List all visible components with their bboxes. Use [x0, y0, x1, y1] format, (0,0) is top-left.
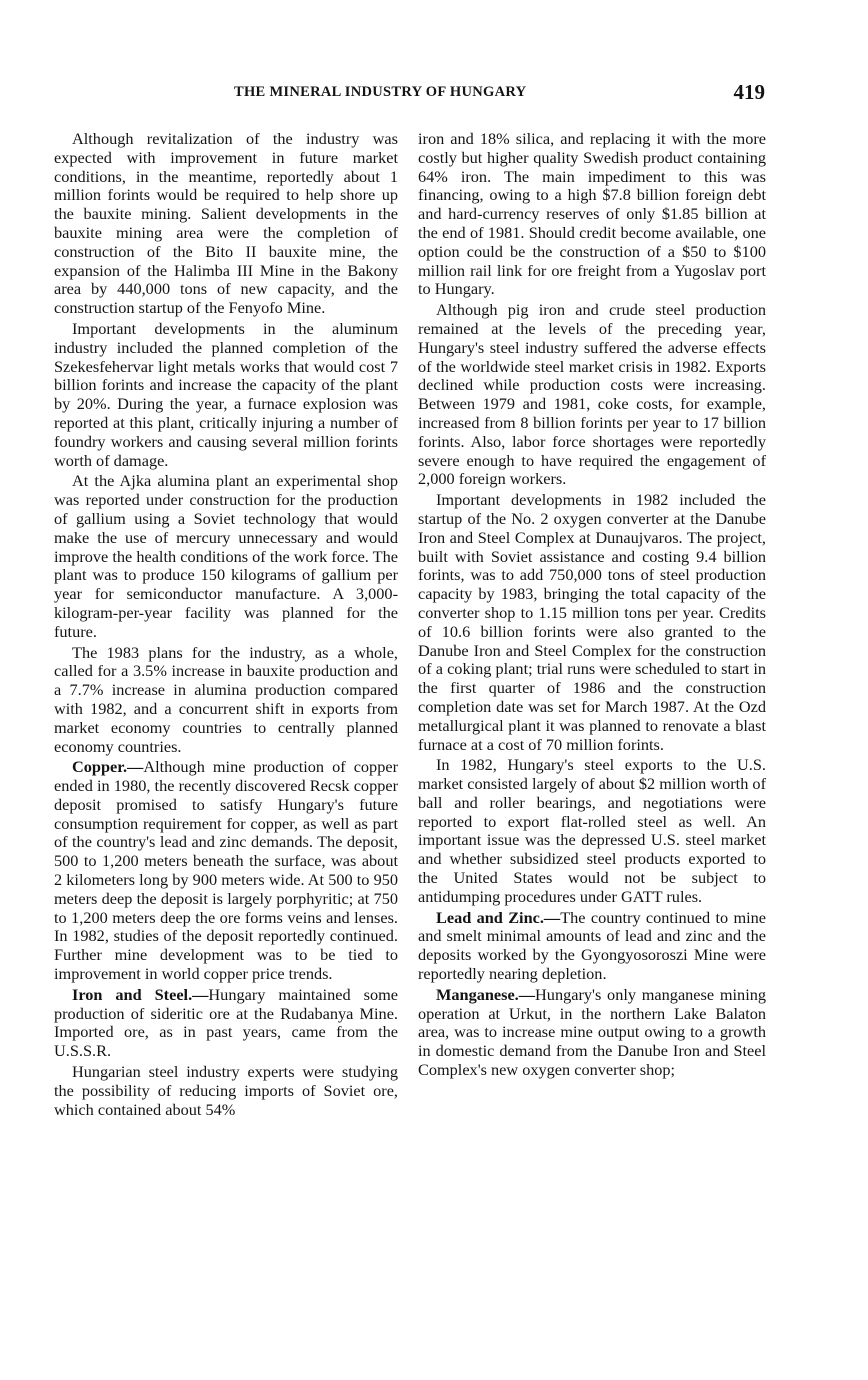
left-column: [54, 130, 398, 1121]
section-heading-lead-zinc: Lead and Zinc.—: [436, 907, 561, 927]
paragraph: [54, 130, 398, 318]
page-header: [70, 80, 765, 108]
paragraph-text: Although pig iron and crude steel production remained at the levels of the preceding year, Hungary's steel industry suffered the adverse effects of the worldwide steel market crisis in 1982. Exports declined while production costs were increasing. Between 1979 and 1981, coke costs, for example, increased from 8 billion forints per year to 17 billion forints. Also, labor force shortages were reportedly severe enough to have required the engagement of 2,000 foreign workers.: [418, 300, 766, 489]
page-number: 419: [733, 80, 765, 104]
paragraph: [54, 1063, 398, 1119]
paragraph-text: At the Ajka alumina plant an experimental shop was reported under construction for the production of gallium using a Soviet technology that would make the use of mercury unnecessary and would improve the health conditions of the work force. The plant was to produce 150 kilograms of gallium per year for semiconductor manufacture. A 3,000-kilogram-per-year facility was planned for the future.: [54, 471, 398, 641]
paragraph: [54, 320, 398, 470]
section-heading-manganese: Manganese.—: [436, 984, 536, 1004]
paragraph: [418, 491, 766, 754]
paragraph: [54, 472, 398, 641]
running-title: THE MINERAL INDUSTRY OF HUNGARY: [234, 84, 527, 100]
paragraph-iron-steel: [54, 986, 398, 1061]
paragraph-lead-zinc: [418, 909, 766, 984]
paragraph-text: Important developments in the aluminum industry included the planned completion of the Szekesfehervar light metals works that would cost 7 billion forints and increase the capacity of the plant by 20%. During the year, a furnace explosion was reported at this plant, critically injuring a number of foundry workers and causing several million forints worth of damage.: [54, 318, 398, 470]
paragraph-text: Hungary maintained some production of sideritic ore at the Rudabanya Mine. Imported ore, as in past years, came from the U.S.S.R.: [54, 984, 398, 1061]
paragraph-continued: [418, 130, 766, 299]
paragraph-text: Although revitalization of the industry was expected with improvement in future market conditions, in the meantime, reportedly about 1 million forints would be required to help shore up the bauxite mining. Salient developments in the bauxite mining area were the completion of construction of the Bito II bauxite mine, the expansion of the Halimba III Mine in the Bakony area by 440,000 tons of new capacity, and the construction startup of the Fenyofo Mine.: [54, 129, 398, 318]
paragraph: [418, 301, 766, 489]
paragraph-manganese: [418, 986, 766, 1080]
paragraph: [54, 644, 398, 757]
section-heading-copper: Copper.—: [72, 757, 144, 777]
paragraph-text: Hungarian steel industry experts were studying the possibility of reducing imports of Soviet ore, which contained about 54%: [54, 1062, 398, 1119]
paragraph-text: In 1982, Hungary's steel exports to the U.S. market consisted largely of about $2 million worth of ball and roller bearings, and negotiations were reported to export flat-rolled steel as well. An important issue was the depressed U.S. steel market and whether subsidized steel products exported to the United States would not be subject to antidumping procedures under GATT rules.: [418, 755, 766, 906]
paragraph-text: iron and 18% silica, and replacing it with the more costly but higher quality Swedish product containing 64% iron. The main impediment to this was financing, owing to a high $7.8 billion foreign debt and hard-currency reserves of only $1.85 billion at the end of 1981. Should credit become available, one option could be the construction of a $50 to $100 million rail link for ore freight from a Yugoslav port to Hungary.: [418, 129, 766, 299]
paragraph-text: The country continued to mine and smelt minimal amounts of lead and zinc and the deposits worked by the Gyongyosoroszi Mine were reportedly nearing depletion.: [418, 907, 766, 984]
paragraph-text: The 1983 plans for the industry, as a whole, called for a 3.5% increase in bauxite production and a 7.7% increase in alumina production compared with 1982, and a concurrent shift in exports from market economy countries to centrally planned economy countries.: [54, 642, 398, 756]
paragraph: [418, 756, 766, 906]
paragraph-copper: [54, 758, 398, 984]
paragraph-text: Hungary's only manganese mining operation at Urkut, in the northern Lake Balaton area, was to increase mine output owing to a growth in domestic demand from the Danube Iron and Steel Complex's new oxygen converter shop;: [418, 984, 766, 1080]
right-column: [418, 130, 766, 1082]
paragraph-text: Important developments in 1982 included the startup of the No. 2 oxygen converter at the Danube Iron and Steel Complex at Dunaujvaros. The project, built with Soviet assistance and costing 9.4 billion forints, was to add 750,000 tons of steel production capacity by 1983, bringing the total capacity of the converter shop to 1.15 million tons per year. Credits of 10.6 billion forints were also granted to the Danube Iron and Steel Complex for the construction of a coking plant; trial runs were scheduled to start in the first quarter of 1986 and the construction completion date was set for March 1987. At the Ozd metallurgical plant it was planned to renovate a blast furnace at a cost of 70 million forints.: [418, 490, 766, 754]
section-heading-iron-steel: Iron and Steel.—: [72, 984, 209, 1004]
paragraph-text: Although mine production of copper ended in 1980, the recently discovered Recsk copper deposit promised to satisfy Hungary's future consumption requirement for copper, as well as part of the country's lead and zinc demands. The deposit, 500 to 1,200 meters beneath the surface, was about 2 kilometers long by 900 meters wide. At 500 to 950 meters deep the deposit is largely porphyritic; at 750 to 1,200 meters deep the ore forms veins and lenses. In 1982, studies of the deposit reportedly continued. Further mine development was to be tied to improvement in world copper price trends.: [54, 757, 398, 984]
